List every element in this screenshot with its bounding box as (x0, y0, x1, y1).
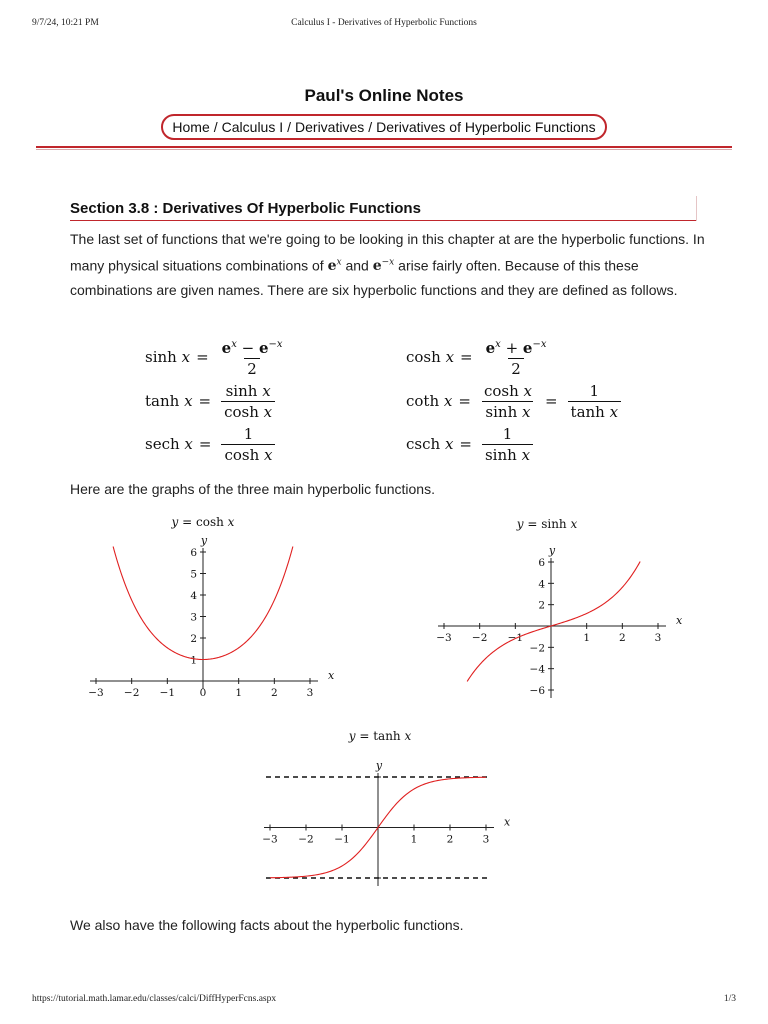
header-divider (36, 146, 732, 148)
y-tick-label: −2 (529, 642, 545, 655)
section-title: Section 3.8 : Derivatives Of Hyperbolic Functions (70, 200, 421, 217)
breadcrumb-home[interactable]: Home (172, 119, 210, 135)
exp-negative: $e^{-x}$ (372, 257, 395, 275)
x-tick-label: −2 (298, 833, 314, 846)
y-tick-label: 3 (190, 611, 197, 624)
formula-coth-den2: tanh x (568, 401, 622, 421)
formula-csch: csch x = $\frac{1}{\text{sinh x}}$ (406, 424, 537, 464)
chart-title: y = tanh x (348, 729, 412, 743)
formula-cosh-den: 2 (508, 358, 524, 378)
y-tick-label: 2 (538, 599, 545, 612)
intro-text-2: arise fairly often. Because of this these combinations are given names. There are six hyperbolic functions and they are defined as follows. (70, 257, 678, 298)
y-tick-label: 2 (190, 633, 197, 645)
formula-tanh: tanh x = $\frac{\text{sinh x}}{\text{cosh x}}$ (145, 381, 279, 421)
breadcrumb-separator: / (368, 119, 373, 135)
x-tick-label: 3 (306, 687, 314, 699)
y-tick-label: 6 (190, 547, 197, 559)
formula-tanh-num: sinh x (225, 381, 271, 400)
formula-sech-den: cosh x (221, 444, 275, 464)
x-tick-label: −3 (436, 632, 452, 644)
print-datetime: 9/7/24, 10:21 PM (32, 18, 99, 28)
site-title: Paul's Online Notes (304, 86, 464, 105)
x-tick-label: 1 (410, 833, 418, 846)
tanh-chart (252, 724, 522, 894)
facts-intro: We also have the following facts about the hyperbolic functions. (70, 917, 464, 933)
formula-coth-den: sinh x (482, 401, 533, 421)
x-tick-label: −3 (262, 833, 278, 846)
hyperbolic-definitions (140, 335, 660, 467)
breadcrumb (161, 114, 606, 140)
x-tick-label: 2 (270, 687, 278, 699)
print-page-number: 1/3 (723, 994, 736, 1004)
x-axis-label: x (676, 614, 683, 627)
x-tick-label: 1 (583, 632, 591, 644)
breadcrumb-separator: / (287, 119, 292, 135)
formula-sech: sech x = $\frac{1}{\text{cosh x}}$ (145, 424, 279, 464)
function-curve (467, 561, 640, 681)
formula-sinh-den: 2 (244, 358, 260, 378)
y-axis-label: y (200, 534, 208, 547)
formula-csch-den: sinh x (482, 444, 533, 464)
x-tick-label: 0 (199, 687, 207, 699)
print-page-title: Calculus I - Derivatives of Hyperbolic Functions (291, 18, 477, 28)
x-tick-label: −1 (159, 687, 176, 699)
y-axis-label: y (375, 759, 383, 772)
sinh-chart (424, 510, 694, 700)
y-tick-label: −4 (529, 663, 545, 676)
formula-coth-num2: 1 (589, 381, 600, 400)
y-tick-label: 5 (190, 568, 197, 581)
formula-sech-num: 1 (243, 424, 254, 443)
chart-title: y = sinh x (516, 517, 578, 531)
y-tick-label: 6 (538, 557, 545, 569)
y-tick-label: 1 (190, 654, 197, 667)
x-axis-label: x (504, 815, 511, 829)
formula-sinh: sinh x = $\frac{e^x - e^{-x}}{2}$ (145, 337, 290, 377)
print-url: https://tutorial.math.lamar.edu/classes/calci/DiffHyperFcns.aspx (32, 994, 277, 1004)
x-tick-label: −3 (88, 687, 104, 699)
formula-coth: coth x = $\frac{\text{cosh x}}{\text{sinh x}}$ = $\frac{1}{\text{tanh x}}$ (406, 381, 625, 421)
formula-csch-num: 1 (502, 424, 513, 443)
graphs-intro: Here are the graphs of the three main hyperbolic functions. (70, 481, 435, 497)
exp-positive: $e^x$ (327, 257, 342, 275)
intro-paragraph (70, 228, 710, 302)
breadcrumb-calculus-i[interactable]: Calculus I (221, 119, 284, 135)
section-underline-end (696, 196, 697, 221)
formula-cosh: cosh x = $\frac{e^x + e^{-x}}{2}$ (406, 337, 553, 377)
y-tick-label: 4 (190, 590, 197, 602)
section-underline (70, 220, 696, 221)
formula-sinh-num: $e^x - e^{-x}$ (221, 339, 283, 357)
x-tick-label: −1 (334, 833, 350, 846)
breadcrumb-separator: / (213, 119, 218, 135)
intro-and: and (345, 257, 369, 274)
intro-text-1: The last set of functions that we're going to be looking in this chapter at are the hyperbolic functions. In many physical situations combinations of (70, 231, 705, 274)
y-axis-label: y (548, 544, 556, 557)
x-tick-label: −2 (123, 687, 140, 699)
y-tick-label: −6 (529, 685, 545, 697)
x-tick-label: 2 (618, 632, 626, 644)
y-tick-label: 4 (538, 578, 545, 591)
formula-tanh-den: cosh x (221, 401, 275, 421)
x-tick-label: −2 (471, 632, 488, 644)
x-tick-label: 3 (482, 833, 490, 846)
x-tick-label: 1 (235, 687, 243, 699)
breadcrumb-derivatives[interactable]: Derivatives (295, 119, 365, 135)
formula-coth-num: cosh x (483, 381, 532, 400)
x-tick-label: −1 (507, 632, 524, 644)
chart-title: y = cosh x (171, 515, 235, 529)
x-axis-label: x (328, 669, 335, 682)
x-tick-label: 2 (446, 833, 454, 846)
formula-cosh-num: $e^x + e^{-x}$ (485, 339, 547, 357)
header-divider-shadow (36, 149, 732, 150)
breadcrumb-current-page[interactable]: Derivatives of Hyperbolic Functions (376, 119, 596, 135)
x-tick-label: 3 (654, 632, 662, 644)
cosh-chart (80, 508, 340, 708)
